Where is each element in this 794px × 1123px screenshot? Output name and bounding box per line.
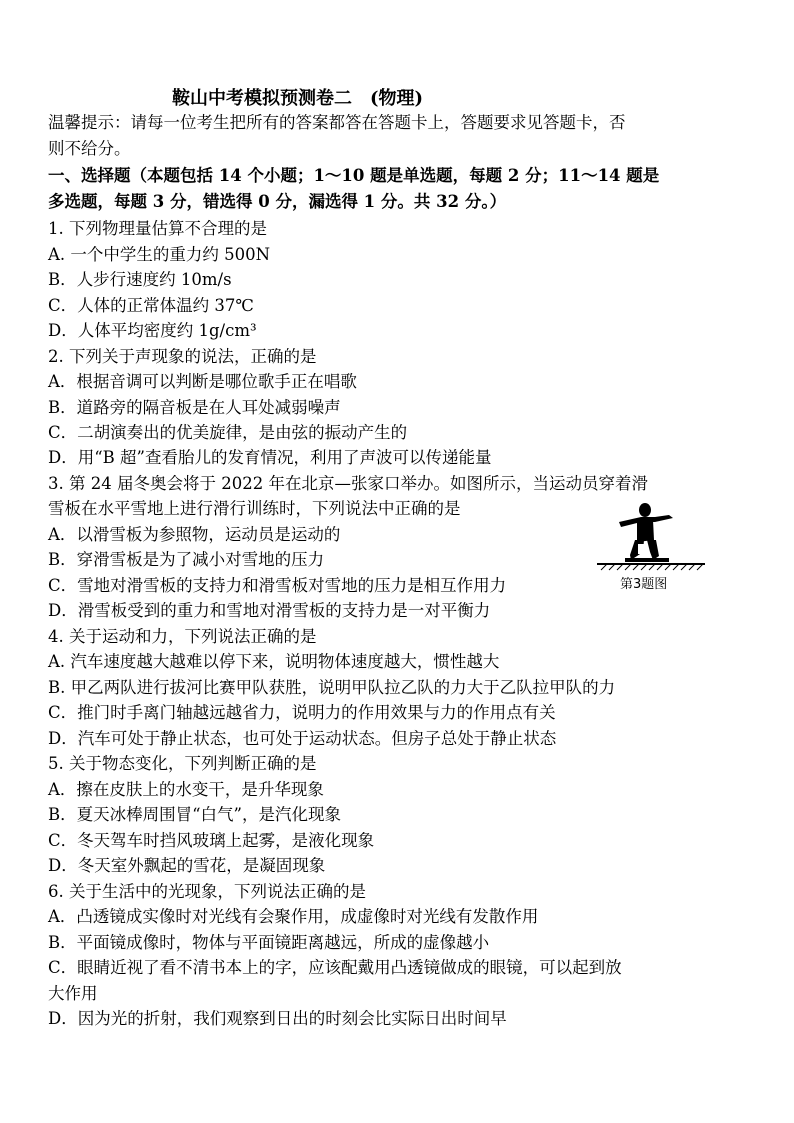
- question-1-option: C．人体的正常体温约 37℃: [48, 296, 254, 315]
- question-2-option: D．用“B 超”查看胎儿的发育情况，利用了声波可以传递能量: [48, 448, 492, 467]
- section-heading: 多选题，每题 3 分，错选得 0 分，漏选得 1 分。共 32 分。）: [48, 192, 507, 211]
- question-3-option: B．穿滑雪板是为了减小对雪地的压力: [48, 550, 325, 569]
- question-4-option: B. 甲乙两队进行拔河比赛甲队获胜，说明甲队拉乙队的力大于乙队拉甲队的力: [48, 678, 616, 697]
- question-6-option: C．眼睛近视了看不清书本上的字，应该配戴用凸透镜做成的眼镜，可以起到放: [48, 958, 622, 977]
- question-6-stem: 6. 关于生活中的光现象，下列说法正确的是: [48, 882, 366, 901]
- question-5-option: D．冬天室外飘起的雪花，是凝固现象: [48, 856, 326, 875]
- notice-line: 则不给分。: [48, 139, 131, 158]
- question-3-option: C．雪地对滑雪板的支持力和滑雪板对雪地的压力是相互作用力: [48, 576, 507, 595]
- question-2-stem: 2. 下列关于声现象的说法，正确的是: [48, 347, 317, 366]
- question-3-stem: 雪板在水平雪地上进行滑行训练时，下列说法中正确的是: [48, 499, 461, 518]
- question-1-option: B．人步行速度约 10m/s: [48, 270, 232, 289]
- question-2-option: A．根据音调可以判断是哪位歌手正在唱歌: [48, 372, 357, 391]
- question-3-option: D．滑雪板受到的重力和雪地对滑雪板的支持力是一对平衡力: [48, 601, 491, 620]
- section-heading: 一、选择题（本题包括 14 个小题；1～10 题是单选题，每题 2 分；11～14 题是: [48, 166, 660, 185]
- question-5-option: A．擦在皮肤上的水变干，是升华现象: [48, 780, 324, 799]
- question-4-option: A. 汽车速度越大越难以停下来，说明物体速度越大，惯性越大: [48, 652, 500, 671]
- question-6-option: B．平面镜成像时，物体与平面镜距离越远，所成的虚像越小: [48, 933, 490, 952]
- question-6-option: D．因为光的折射，我们观察到日出的时刻会比实际日出时间早: [48, 1009, 507, 1028]
- question-1-option: A. 一个中学生的重力约 500N: [48, 245, 271, 264]
- question-6-option: A．凸透镜成实像时对光线有会聚作用，成虚像时对光线有发散作用: [48, 907, 539, 926]
- question-3-option: A．以滑雪板为参照物，运动员是运动的: [48, 525, 341, 544]
- figure-caption: 第3题图: [620, 577, 668, 592]
- question-5-option: B．夏天冰棒周围冒“白气”，是汽化现象: [48, 805, 341, 824]
- question-4-option: D．汽车可处于静止状态，也可处于运动状态。但房子总处于静止状态: [48, 729, 557, 748]
- question-5-stem: 5. 关于物态变化，下列判断正确的是: [48, 754, 317, 773]
- question-4-option: C．推门时手离门轴越远越省力，说明力的作用效果与力的作用点有关: [48, 703, 556, 722]
- question-6-option: 大作用: [48, 984, 98, 1003]
- question-1-stem: 1. 下列物理量估算不合理的是: [48, 219, 267, 238]
- question-5-option: C．冬天驾车时挡风玻璃上起雾，是液化现象: [48, 831, 375, 850]
- question-2-option: C．二胡演奏出的优美旋律，是由弦的振动产生的: [48, 423, 408, 442]
- notice-line: 温馨提示：请每一位考生把所有的答案都答在答题卡上，答题要求见答题卡，否: [48, 113, 626, 132]
- exam-title: 鞍山中考模拟预测卷二 (物理): [172, 88, 424, 109]
- question-4-stem: 4. 关于运动和力，下列说法正确的是: [48, 627, 317, 646]
- question-1-option: D．人体平均密度约 1g/cm³: [48, 321, 257, 340]
- question-2-option: B．道路旁的隔音板是在人耳处减弱噪声: [48, 398, 341, 417]
- question-3-stem: 3. 第 24 届冬奥会将于 2022 年在北京—张家口举办。如图所示，当运动员穿着滑: [48, 474, 648, 493]
